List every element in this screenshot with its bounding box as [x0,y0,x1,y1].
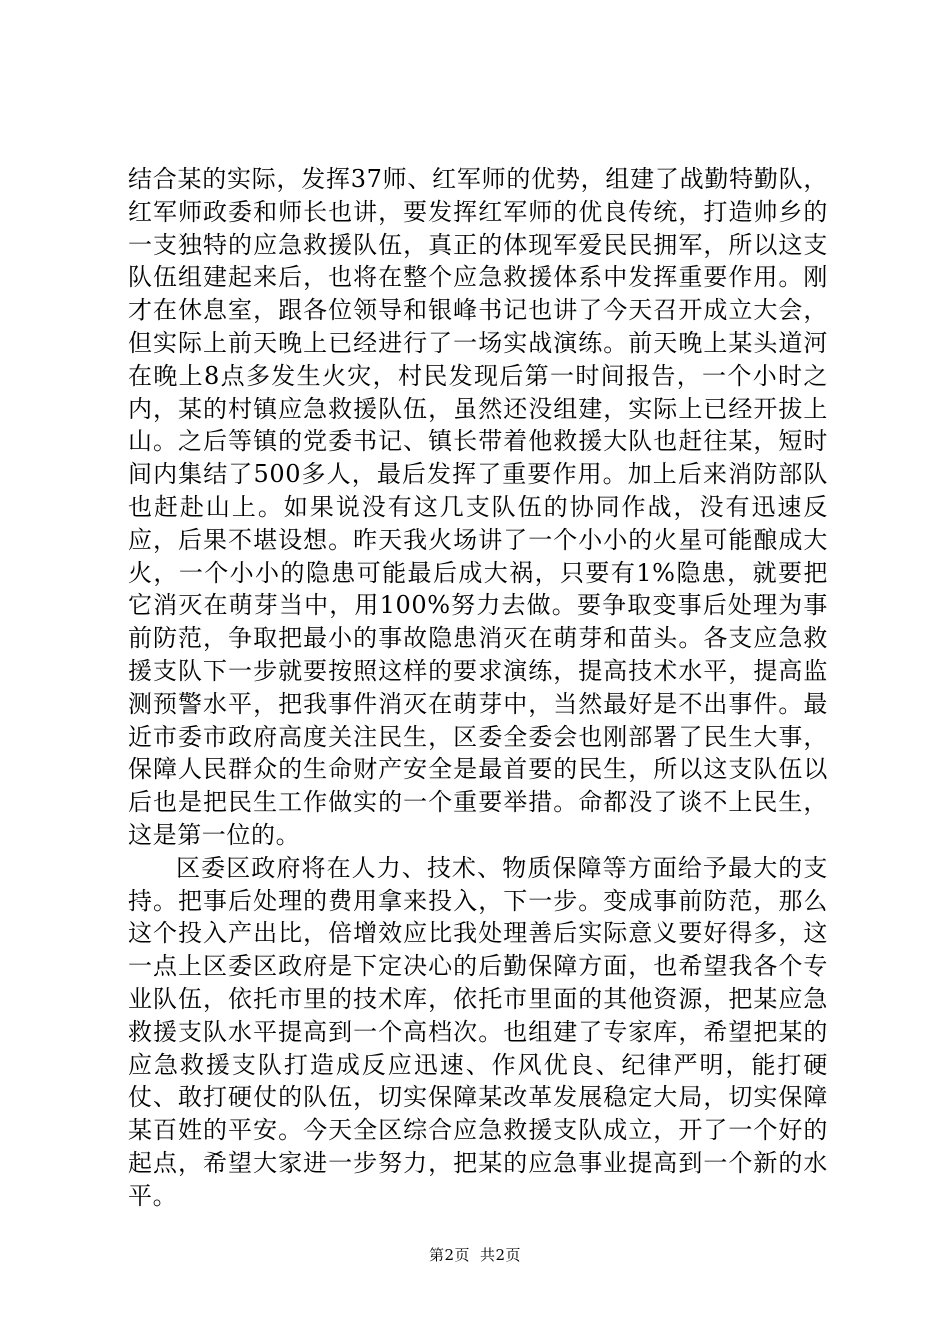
page-footer [0,1245,950,1265]
paragraph-2: 区委区政府将在人力、技术、物质保障等方面给予最大的支持。把事后处理的费用拿来投入，下一步。变成事前防范，那么这个投入产出比，倍增效应比我处理善后实际意义要好得多，这一点上区委区政府是下定决心的后勤保障方面，也希望我各个专业队伍，依托市里的技术库，依托市里面的其他资源，把某应急救援支队水平提高到一个高档次。也组建了专家库，希望把某的应急救援支队打造成反应迅速、作风优良、纪律严明，能打硬仗、敢打硬仗的队伍，切实保障某改革发展稳定大局，切实保障某百姓的平安。今天全区综合应急救援支队成立，开了一个好的起点，希望大家进一步努力，把某的应急事业提高到一个新的水平。 [128,853,828,1210]
page-number-current: 第2页 [428,1246,470,1264]
page-number-total: 共2页 [480,1246,522,1264]
document-body [128,163,828,1213]
paragraph-1: 结合某的实际，发挥37师、红军师的优势，组建了战勤特勤队，红军师政委和师长也讲，要发挥红军师的优良传统，打造帅乡的一支独特的应急救援队伍，真正的体现军爱民民拥军，所以这支队伍组建起来后，也将在整个应急救援体系中发挥重要作用。刚才在休息室，跟各位领导和银峰书记也讲了今天召开成立大会，但实际上前天晚上已经进行了一场实战演练。前天晚上某头道河在晚上8点多发生火灾，村民发现后第一时间报告，一个小时之内，某的村镇应急救援队伍，虽然还没组建，实际上已经开拔上山。之后等镇的党委书记、镇长带着他救援大队也赶往某，短时间内集结了500多人，最后发挥了重要作用。加上后来消防部队也赶赴山上。如果说没有这几支队伍的协同作战，没有迅速反应，后果不堪设想。昨天我火场讲了一个小小的火星可能酿成大火，一个小小的隐患可能最后成大祸，只要有1%隐患，就要把它消灭在萌芽当中，用100%努力去做。要争取变事后处理为事前防范，争取把最小的事故隐患消灭在萌芽和苗头。各支应急救援支队下一步就要按照这样的要求演练，提高技术水平，提高监测预警水平，把我事件消灭在萌芽中，当然最好是不出事件。最近市委市政府高度关注民生，区委全委会也刚部署了民生大事，保障人民群众的生命财产安全是最首要的民生，所以这支队伍以后也是把民生工作做实的一个重要举措。命都没了谈不上民生，这是第一位的。 [128,165,828,849]
